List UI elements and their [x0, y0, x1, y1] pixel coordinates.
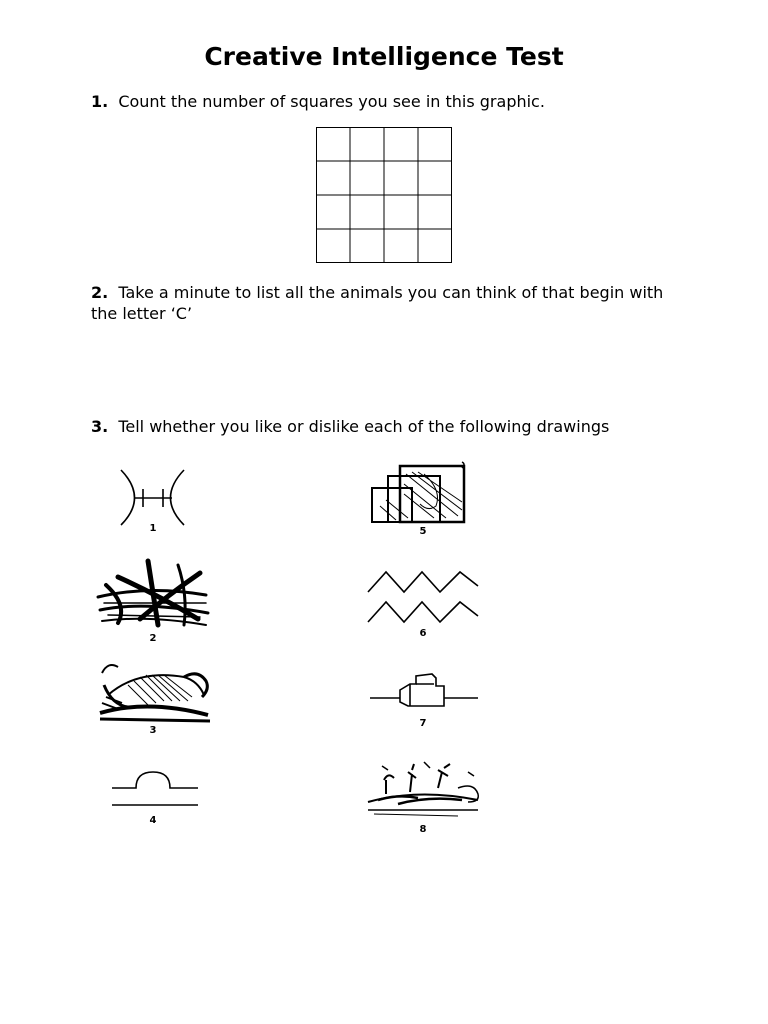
drawing-label: 2	[149, 633, 157, 644]
question-text: Count the number of squares you see in this graphic.	[118, 92, 545, 111]
drawing-7	[358, 668, 488, 753]
question-number: 2.	[91, 283, 109, 302]
overlapping-rectangles-icon	[358, 460, 488, 526]
drawing-label: 8	[419, 824, 427, 835]
drawing-label: 4	[149, 815, 157, 826]
block-on-line-icon	[358, 668, 488, 714]
drawing-label: 5	[419, 526, 427, 537]
question-text: Tell whether you like or dislike each of the following drawings	[118, 417, 610, 436]
square-grid	[316, 127, 452, 263]
drawing-label: 6	[419, 628, 427, 639]
page-title: Creative Intelligence Test	[204, 42, 564, 71]
question-number: 3.	[91, 417, 109, 436]
drawing-label: 1	[149, 523, 157, 534]
question-text: Take a minute to list all the animals you can think of that begin with the letter ‘C’	[91, 283, 664, 323]
question-1	[91, 91, 691, 112]
question-2	[91, 282, 691, 324]
question-3	[91, 416, 691, 437]
drawing-2	[88, 555, 218, 640]
drawing-label: 7	[419, 718, 427, 729]
question-number: 1.	[91, 92, 109, 111]
zigzag-lines-icon	[358, 566, 488, 626]
drawing-label: 3	[149, 725, 157, 736]
facing-arcs-icon	[88, 462, 218, 532]
semicircle-on-line-icon	[88, 760, 218, 812]
drawing-1	[88, 462, 218, 547]
shaded-wave-icon	[88, 655, 218, 725]
drawing-4	[88, 760, 218, 845]
tangled-sticks-icon	[88, 555, 218, 635]
landscape-sketch-icon	[358, 758, 488, 820]
